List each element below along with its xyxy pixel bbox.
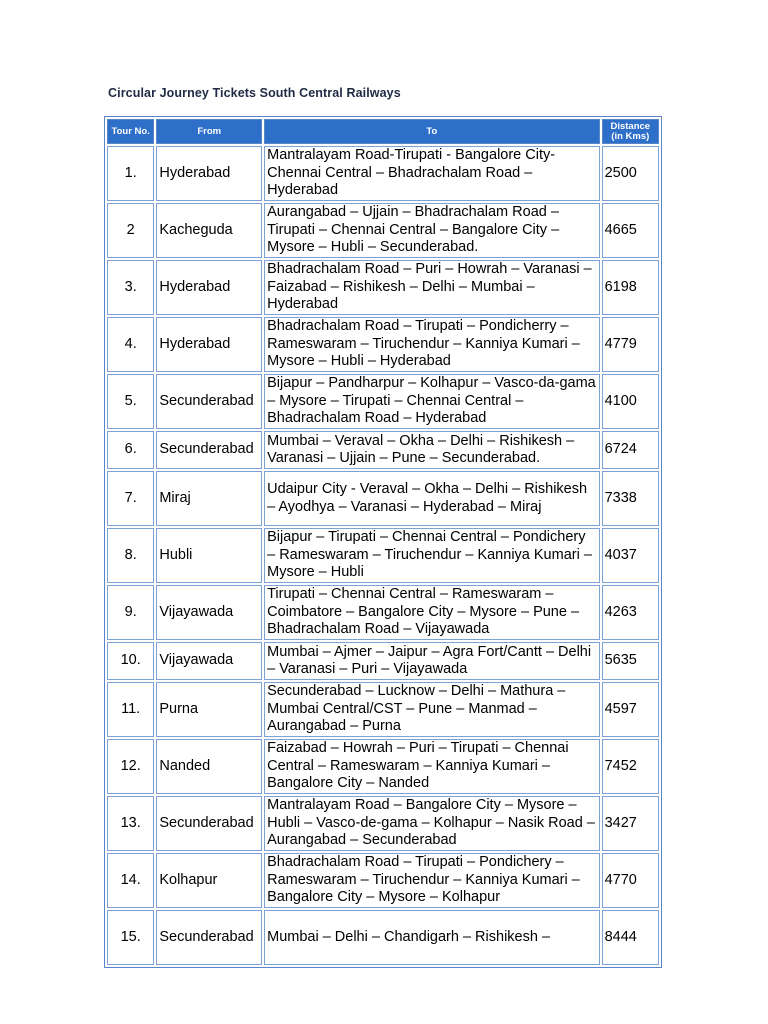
- header-distance-line1: Distance: [610, 120, 651, 132]
- tour-no-cell: 4.: [107, 317, 154, 372]
- from-cell: Hyderabad: [156, 317, 262, 372]
- to-cell: Mantralayam Road-Tirupati - Bangalore City-Chennai Central – Bhadrachalam Road – Hyderabad: [264, 146, 599, 201]
- distance-cell: 4597: [602, 682, 659, 737]
- tour-no-cell: 8.: [107, 528, 154, 583]
- to-cell: Mumbai – Delhi – Chandigarh – Rishikesh –: [264, 910, 599, 965]
- table-row: [107, 682, 659, 737]
- table-row: [107, 260, 659, 315]
- header-from: From: [156, 119, 262, 144]
- distance-cell: 7338: [602, 471, 659, 526]
- distance-cell: 6724: [602, 431, 659, 469]
- tour-no-cell: 11.: [107, 682, 154, 737]
- header-tour-no: Tour No.: [107, 119, 154, 144]
- from-cell: Hyderabad: [156, 260, 262, 315]
- table-row: [107, 317, 659, 372]
- from-cell: Vijayawada: [156, 642, 262, 680]
- to-cell: Mumbai – Ajmer – Jaipur – Agra Fort/Cantt – Delhi – Varanasi – Puri – Vijayawada: [264, 642, 599, 680]
- to-cell: Udaipur City - Veraval – Okha – Delhi – Rishikesh – Ayodhya – Varanasi – Hyderabad – Miraj: [264, 471, 599, 526]
- from-cell: Hubli: [156, 528, 262, 583]
- header-distance: [602, 119, 659, 144]
- table-row: [107, 431, 659, 469]
- from-cell: Kacheguda: [156, 203, 262, 258]
- to-cell: Secunderabad – Lucknow – Delhi – Mathura – Mumbai Central/CST – Pune – Manmad – Aurangabad – Purna: [264, 682, 599, 737]
- tour-no-cell: 1.: [107, 146, 154, 201]
- distance-cell: 4263: [602, 585, 659, 640]
- distance-cell: 6198: [602, 260, 659, 315]
- tour-no-cell: 13.: [107, 796, 154, 851]
- to-cell: Mumbai – Veraval – Okha – Delhi – Rishikesh – Varanasi – Ujjain – Pune – Secunderabad.: [264, 431, 599, 469]
- to-cell: Bijapur – Pandharpur – Kolhapur – Vasco-da-gama – Mysore – Tirupati – Chennai Central – Bhadrachalam Road – Hyderabad: [264, 374, 599, 429]
- to-cell: Mantralayam Road – Bangalore City – Mysore – Hubli – Vasco-de-gama – Kolhapur – Nasik Road – Aurangabad – Secunderabad: [264, 796, 599, 851]
- from-cell: Miraj: [156, 471, 262, 526]
- table-row: [107, 146, 659, 201]
- table-row: [107, 853, 659, 908]
- table-row: [107, 796, 659, 851]
- tour-no-cell: 7.: [107, 471, 154, 526]
- table-row: [107, 528, 659, 583]
- tour-no-cell: 3.: [107, 260, 154, 315]
- table-row: [107, 739, 659, 794]
- tour-no-cell: 12.: [107, 739, 154, 794]
- tour-no-cell: 14.: [107, 853, 154, 908]
- to-cell: Faizabad – Howrah – Puri – Tirupati – Chennai Central – Rameswaram – Kanniya Kumari – Bangalore City – Nanded: [264, 739, 599, 794]
- from-cell: Secunderabad: [156, 431, 262, 469]
- table-container: [104, 116, 662, 945]
- to-cell: Tirupati – Chennai Central – Rameswaram – Coimbatore – Bangalore City – Mysore – Pune – Bhadrachalam Road – Vijayawada: [264, 585, 599, 640]
- to-cell: Aurangabad – Ujjain – Bhadrachalam Road – Tirupati – Chennai Central – Bangalore City – Mysore – Hubli – Secunderabad.: [264, 203, 599, 258]
- tour-no-cell: 9.: [107, 585, 154, 640]
- distance-cell: 4037: [602, 528, 659, 583]
- distance-cell: 4779: [602, 317, 659, 372]
- from-cell: Secunderabad: [156, 910, 262, 965]
- distance-cell: 3427: [602, 796, 659, 851]
- distance-cell: 5635: [602, 642, 659, 680]
- table-row: [107, 203, 659, 258]
- distance-cell: 7452: [602, 739, 659, 794]
- tour-no-cell: 2: [107, 203, 154, 258]
- table-row: [107, 642, 659, 680]
- table-row: [107, 910, 659, 965]
- header-row: [107, 119, 659, 144]
- header-to: To: [264, 119, 599, 144]
- from-cell: Hyderabad: [156, 146, 262, 201]
- tour-no-cell: 10.: [107, 642, 154, 680]
- table-row: [107, 471, 659, 526]
- distance-cell: 2500: [602, 146, 659, 201]
- table-row: [107, 585, 659, 640]
- distance-cell: 4770: [602, 853, 659, 908]
- to-cell: Bhadrachalam Road – Puri – Howrah – Varanasi – Faizabad – Rishikesh – Delhi – Mumbai – Hyderabad: [264, 260, 599, 315]
- from-cell: Vijayawada: [156, 585, 262, 640]
- tours-table: [104, 116, 662, 968]
- page-title: Circular Journey Tickets South Central Railways: [108, 86, 401, 100]
- table-row: [107, 374, 659, 429]
- from-cell: Nanded: [156, 739, 262, 794]
- from-cell: Kolhapur: [156, 853, 262, 908]
- distance-cell: 8444: [602, 910, 659, 965]
- distance-cell: 4665: [602, 203, 659, 258]
- tour-no-cell: 15.: [107, 910, 154, 965]
- to-cell: Bijapur – Tirupati – Chennai Central – Pondichery – Rameswaram – Tiruchendur – Kanniya Kumari – Mysore – Hubli: [264, 528, 599, 583]
- to-cell: Bhadrachalam Road – Tirupati – Pondicherry – Rameswaram – Tiruchendur – Kanniya Kumari – Mysore – Hubli – Hyderabad: [264, 317, 599, 372]
- tour-no-cell: 5.: [107, 374, 154, 429]
- from-cell: Purna: [156, 682, 262, 737]
- from-cell: Secunderabad: [156, 796, 262, 851]
- header-distance-line2: (in Kms): [611, 130, 650, 142]
- to-cell: Bhadrachalam Road – Tirupati – Pondichery – Rameswaram – Tiruchendur – Kanniya Kumari – Bangalore City – Mysore – Kolhapur: [264, 853, 599, 908]
- tour-no-cell: 6.: [107, 431, 154, 469]
- from-cell: Secunderabad: [156, 374, 262, 429]
- distance-cell: 4100: [602, 374, 659, 429]
